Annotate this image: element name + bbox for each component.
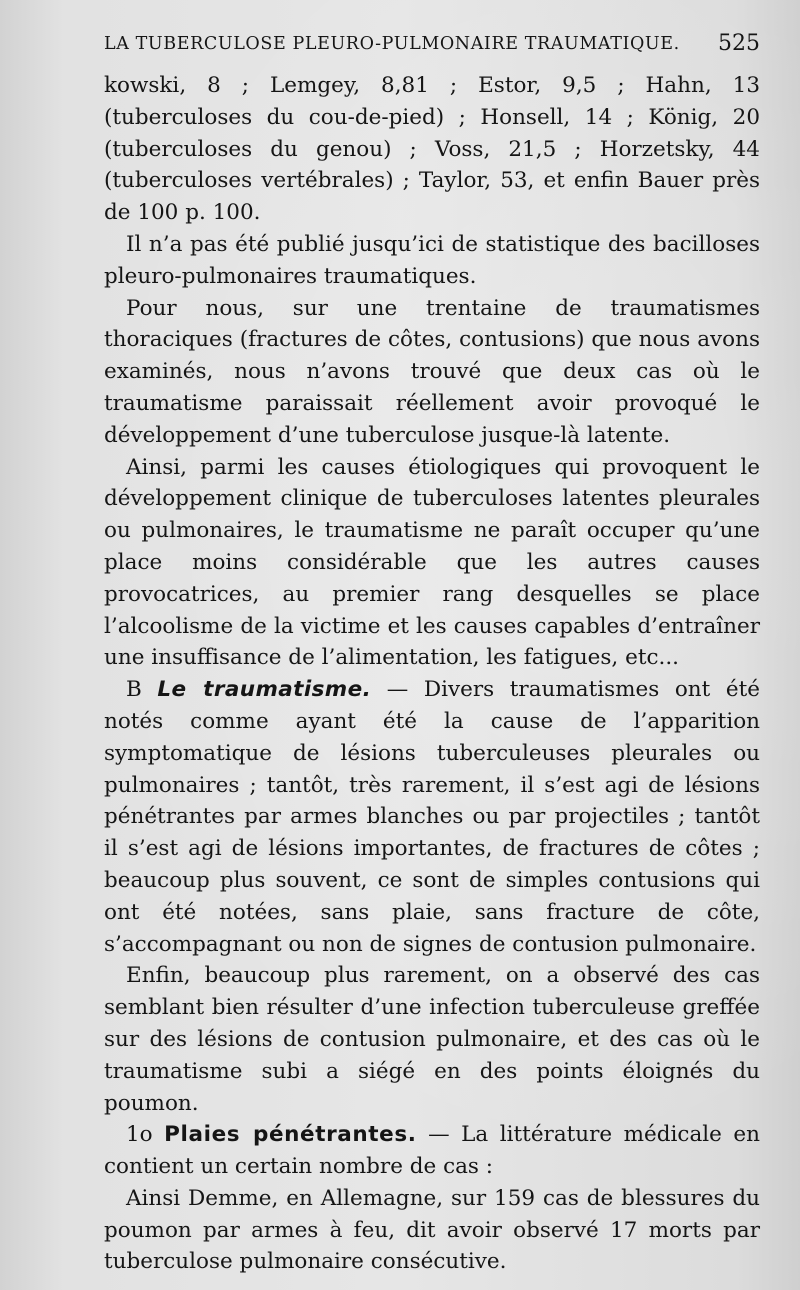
- section-title: Le traumatisme.: [157, 677, 372, 703]
- paragraph-continued-statistics: [104, 70, 760, 229]
- paragraph-text: Ainsi Demme, en Allemagne, sur 159 cas de blessures du poumon par armes à feu, dit avoir observé 17 morts par tuberculose pulmonaire consécutive.: [104, 1185, 760, 1275]
- paragraph-text: Pour nous, sur une trentaine de traumatismes thoraciques (fractures de côtes, contusions) que nous avons examinés, nous n’avons trouvé que deux cas où le traumatisme paraissait réellement avoir provoqué le développement d’une tuberculose jusque-là latente.: [104, 295, 760, 448]
- paragraph-rare-cases: [104, 960, 760, 1119]
- paragraph-text: kowski, 8 ; Lemgey, 8,81 ; Estor, 9,5 ; Hahn, 13 (tuberculoses du cou-de-pied) ; Honsell, 14 ; König, 20 (tuberculoses du genou) ; Voss, 21,5 ; Horzetsky, 44 (tuberculoses vertébrales) ; Taylor, 53, et enfin Bauer près de 100 p. 100.: [104, 73, 760, 226]
- paragraph-personal-cases: [104, 293, 760, 452]
- paragraph-demme: [104, 1183, 760, 1278]
- paragraph-subsection-1: [104, 1119, 760, 1183]
- subsection-number: 1o: [126, 1122, 153, 1148]
- paragraph-text: Ainsi, parmi les causes étiologiques qui provoquent le développement clinique de tuberculoses latentes pleurales ou pulmonaires, le traumatisme ne paraît occuper qu’une place moins considérable que les autres causes provocatrices, au premier rang desquelles se place l’alcoolisme de la victime et les causes capables d’entraîner une insuffisance de l’alimentation, les fatigues, etc...: [104, 454, 760, 671]
- paragraph-etiological-causes: [104, 452, 760, 675]
- subsection-title: Plaies pénétrantes.: [164, 1122, 417, 1148]
- running-title: LA TUBERCULOSE PLEURO-PULMONAIRE TRAUMATIQUE.: [104, 34, 680, 54]
- paragraph-section-b: [104, 674, 760, 960]
- paragraph-no-statistics: [104, 229, 760, 293]
- paragraph-text: — Divers traumatismes ont été notés comme ayant été la cause de l’apparition symptomatique de lésions tuberculeuses pleurales ou pulmonaires ; tantôt, très rarement, il s’est agi de lésions pénétrantes par armes blanches ou par projectiles ; tantôt il s’est agi de lésions importantes, de fractures de côtes ; beaucoup plus souvent, ce sont de simples contusions qui ont été notées, sans plaie, sans fracture de côte, s’accompagnant ou non de signes de contusion pulmonaire.: [104, 677, 760, 957]
- paragraph-text: — La littérature médicale en contient un certain nombre de cas :: [104, 1122, 760, 1180]
- paragraph-text: Enfin, beaucoup plus rarement, on a observé des cas semblant bien résulter d’une infection tuberculeuse greffée sur des lésions de contusion pulmonaire, et des cas où le traumatisme subi a siégé en des points éloignés du poumon.: [104, 963, 760, 1116]
- paragraph-text: Il n’a pas été publié jusqu’ici de statistique des bacilloses pleuro-pulmonaires traumatiques.: [104, 231, 760, 289]
- page-header: [104, 31, 760, 62]
- section-letter: B: [126, 677, 142, 703]
- body-text: [104, 70, 760, 1278]
- page-number: 525: [718, 31, 760, 56]
